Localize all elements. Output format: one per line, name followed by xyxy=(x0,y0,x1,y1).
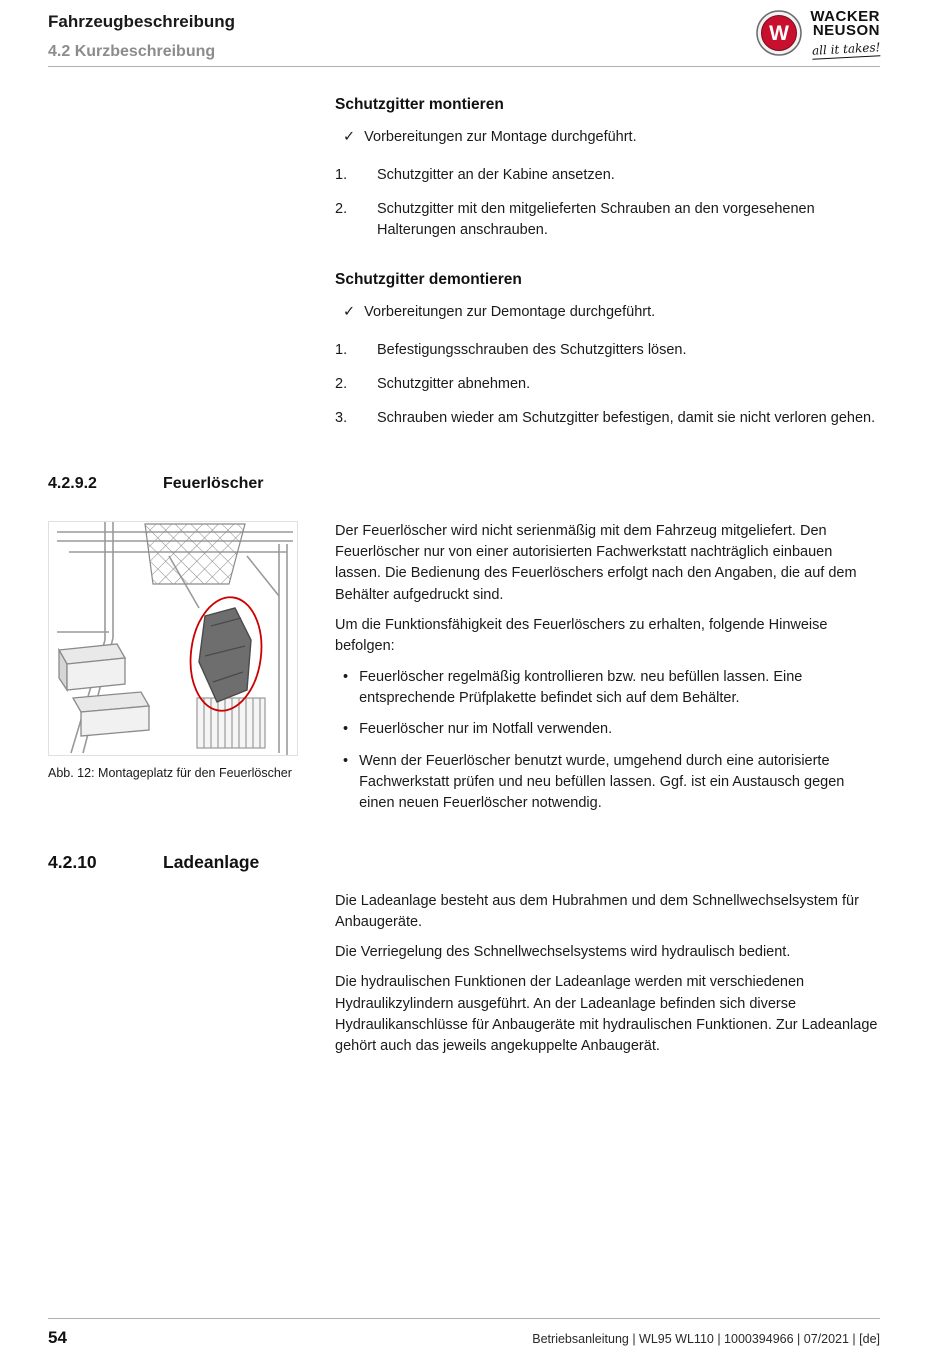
figure-column xyxy=(48,521,298,814)
footer-info: Betriebsanleitung | WL95 WL110 | 1000394966 | 07/2021 | [de] xyxy=(532,1332,880,1346)
step-number: 1. xyxy=(335,167,348,184)
precondition-row xyxy=(343,302,880,323)
block-heading-demontieren: Schutzgitter demontieren xyxy=(335,271,522,289)
feuerloescher-text xyxy=(335,521,880,814)
section-number: 4.2.9.2 xyxy=(48,475,97,493)
precondition-text: Vorbereitungen zur Montage durchgeführt. xyxy=(364,129,637,145)
logo-wordmark xyxy=(810,10,880,58)
bullet-item xyxy=(343,667,880,709)
figure-12-drawing xyxy=(48,521,298,756)
step-text: Schutzgitter abnehmen. xyxy=(377,376,531,393)
step-item xyxy=(335,165,880,186)
step-text: Schrauben wieder am Schutzgitter befestigen, damit sie nicht verloren gehen. xyxy=(377,410,876,427)
step-item xyxy=(335,374,880,395)
header-divider xyxy=(48,66,880,67)
section-subtitle: 4.2 Kurzbeschreibung xyxy=(48,43,216,60)
paragraph: Um die Funktionsfähigkeit des Feuerlöschers zu erhalten, folgende Hinweise befolgen: xyxy=(335,616,828,654)
step-text: Befestigungsschrauben des Schutzgitters lösen. xyxy=(377,342,687,359)
logo-emblem-icon xyxy=(756,10,802,61)
bullet-item xyxy=(343,751,880,814)
svg-text:W: W xyxy=(769,22,790,45)
bullet-icon: • xyxy=(343,752,349,769)
section-schutzgitter-montieren xyxy=(335,96,880,241)
bullet-text: Wenn der Feuerlöscher benutzt wurde, umgehend durch eine autorisierte Fachwerkstatt prüfen und neu befüllen lassen. Ggf. ist ein Austausch gegen einen neuen Feuerlöscher notwendig. xyxy=(359,752,845,811)
check-icon: ✓ xyxy=(343,129,356,145)
bullet-text: Feuerlöscher nur im Notfall verwenden. xyxy=(359,721,613,738)
step-text: Schutzgitter an der Kabine ansetzen. xyxy=(377,167,615,184)
logo-brand-line1: WACKER xyxy=(810,8,880,25)
paragraph: Die Verriegelung des Schnellwechselsystems wird hydraulisch bedient. xyxy=(335,944,791,961)
bullet-text: Feuerlöscher regelmäßig kontrollieren bzw. neu befüllen lassen. Eine entsprechende Prüfplakette befindet sich auf dem Behälter. xyxy=(359,669,803,707)
figure-caption: Abb. 12: Montageplatz für den Feuerlöscher xyxy=(48,766,292,781)
step-number: 1. xyxy=(335,342,348,359)
precondition-text: Vorbereitungen zur Demontage durchgeführt. xyxy=(364,304,656,321)
chapter-title: Fahrzeugbeschreibung xyxy=(48,12,236,31)
logo-brand-line2: NEUSON xyxy=(812,22,880,40)
page-number: 54 xyxy=(48,1328,67,1347)
paragraph: Die hydraulischen Funktionen der Ladeanlage werden mit verschiedenen Hydraulikzylindern ausgeführt. An der Ladeanlage befinden sich diverse Hydraulikanschlüsse für Anbaugeräte mit hydraulischen Funktionen. Zur Ladeanlage gehört auch das jeweils angekuppelte Anbaugerät. xyxy=(335,974,878,1054)
step-number: 2. xyxy=(335,201,348,218)
step-number: 3. xyxy=(335,410,348,427)
footer-divider xyxy=(48,1318,880,1319)
bullet-item xyxy=(343,719,880,740)
check-icon: ✓ xyxy=(343,304,356,321)
logo-slogan: all it takes! xyxy=(811,39,881,58)
bullet-icon: • xyxy=(343,669,349,686)
feuerloescher-body xyxy=(48,521,880,814)
paragraph: Die Ladeanlage besteht aus dem Hubrahmen und dem Schnellwechselsystem für Anbaugeräte. xyxy=(335,893,859,931)
ladeanlage-text xyxy=(335,891,880,1057)
step-number: 2. xyxy=(335,376,348,393)
bullet-icon: • xyxy=(343,721,349,738)
step-item xyxy=(335,340,880,361)
step-item xyxy=(335,408,880,429)
wacker-neuson-logo xyxy=(756,10,880,61)
block-heading-montieren: Schutzgitter montieren xyxy=(335,96,504,113)
section-number: 4.2.10 xyxy=(48,852,97,872)
step-text: Schutzgitter mit den mitgelieferten Schrauben an den vorgesehenen Halterungen anschrauben. xyxy=(377,201,815,239)
section-title: Feuerlöscher xyxy=(163,475,264,493)
precondition-row xyxy=(343,127,880,148)
step-item xyxy=(335,199,880,241)
main-content xyxy=(48,96,880,1066)
section-schutzgitter-demontieren xyxy=(335,271,880,429)
section-title: Ladeanlage xyxy=(163,852,260,872)
section-heading-feuerloescher xyxy=(48,475,880,493)
paragraph: Der Feuerlöscher wird nicht serienmäßig mit dem Fahrzeug mitgeliefert. Den Feuerlöscher nur von einer autorisierten Fachwerkstatt nachträglich einbauen lassen. Die Bedienung des Feuerlöschers erfolgt nach den Angaben, die auf dem Behälter aufgedruckt sind. xyxy=(335,523,857,603)
page-header xyxy=(48,8,880,61)
section-heading-ladeanlage xyxy=(48,852,880,873)
